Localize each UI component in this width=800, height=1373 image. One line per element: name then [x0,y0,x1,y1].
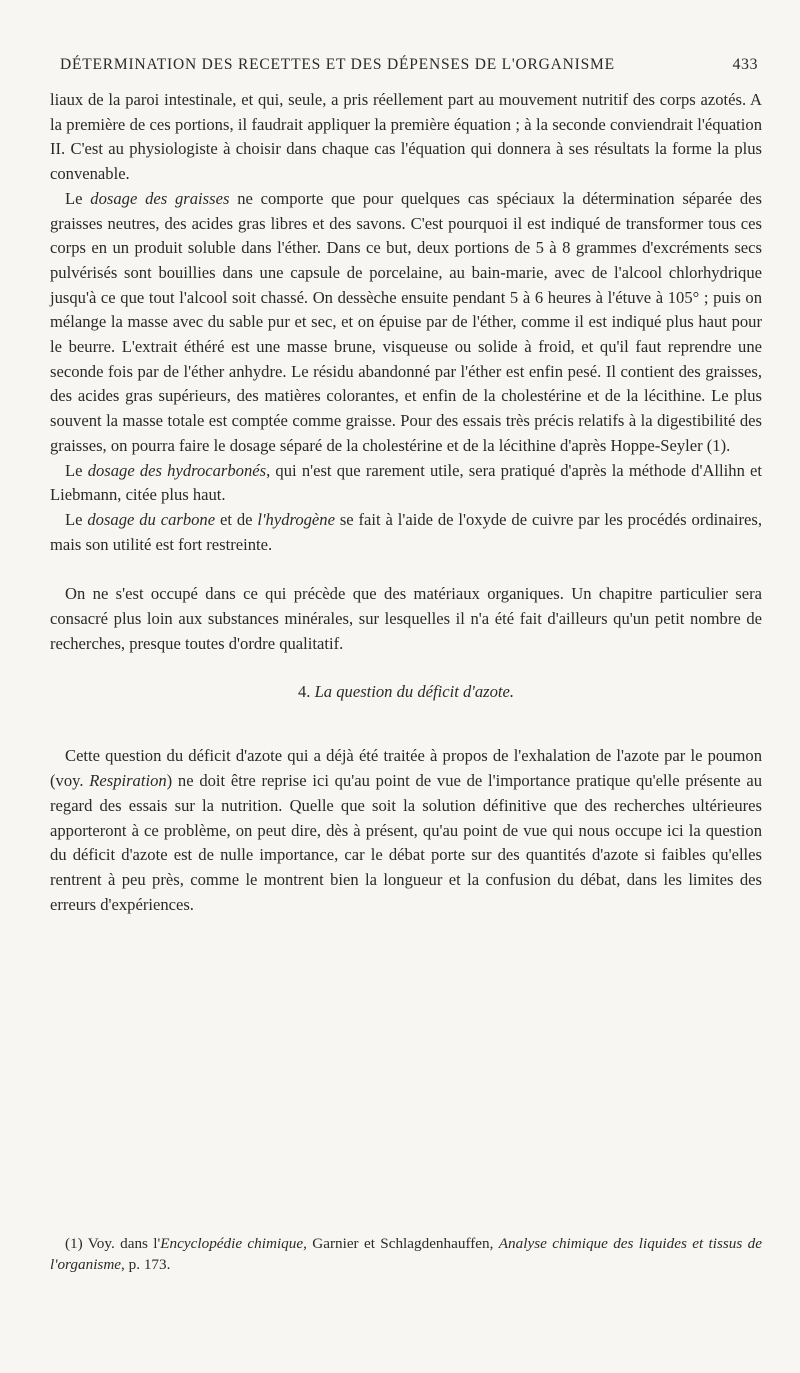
page-body [50,88,762,917]
paragraph-text: liaux de la paroi intestinale, et qui, seule, a pris réellement part au mouvement nutritif des corps azotés. A la première de ces portions, il faudrait appliquer la première équation ; à la seconde conviendrait l'équation II. C'est au physiologiste à choisir dans chaque cas l'équation qui donnera à ses résultats la forme la plus convenable. [50,90,762,184]
section-heading [50,680,762,704]
paragraph-text: ) ne doit être reprise ici qu'au point de vue de l'importance pratique qu'elle présente au regard des essais sur la nutrition. Quelle que soit la solution définitive que des recherches ultérieures apporteront à ce problème, on peut dire, dès à présent, qu'au point de vue qui nous occupe ici la question du déficit d'azote est de nulle importance, car le débat porte sur des quantités d'azote si faibles qu'elles rentrent à peu près, comme le montrent bien la longueur et la confusion du débat, dans les limites des erreurs d'expériences. [50,771,762,914]
footnote-lead: (1) Voy. dans l' [65,1235,161,1252]
footnote-text: , p. 173. [121,1256,171,1273]
paragraph-text: ne comporte que pour quelques cas spéciaux la détermination séparée des graisses neutres, des acides gras libres et des savons. C'est pourquoi il est indiqué de transformer tous ces corps en un produit soluble dans l'éther. Dans ce but, deux portions de 5 à 8 grammes d'excréments secs pulvérisés sont bouillies dans une capsule de porcelaine, au bain-marie, avec de l'alcool chlorhydrique jusqu'à ce que tout l'alcool soit chassé. On dessèche ensuite pendant 5 à 6 heures à l'étuve à 105° ; puis on mélange la masse avec du sable pur et sec, et on épuise par de l'éther, comme il est indiqué plus haut pour le beurre. L'extrait éthéré est une masse brune, visqueuse ou solide à froid, et qu'il faut reprendre une seconde fois par de l'éther anhydre. Le résidu abandonné par l'éther est enfin pesé. Il contient des graisses, des acides gras supérieurs, des matières colorantes, et enfin de la cholestérine et de la lécithine. Le plus souvent la masse totale est comptée comme graisse. Pour des essais très précis relatifs à la digestibilité des graisses, on pourra faire le dosage séparé de la cholestérine et de la lécithine d'après Hoppe-Seyler (1). [50,188,762,455]
paragraph-lead: Cette question du déficit d'azote qui a déjà été traitée à propos de l'exhalation de l'azote par le poumon (voy. [50,746,762,791]
italic-term: dosage des hydrocarbonés [87,460,267,480]
section-title: La question du déficit d'azote. [314,682,515,702]
paragraph-continuation [50,88,762,187]
paragraph-organic-materials [50,582,762,656]
paragraph-lead: Le [65,509,88,529]
footnote-italic: Analyse chimique des liquides et tissus de l'organisme [50,1235,762,1273]
page-header [60,56,760,86]
paragraph-hydrocarbon-dosage [50,459,762,508]
paragraph-carbon-dosage [50,508,762,557]
paragraph-fat-dosage [50,187,762,459]
italic-term: dosage des graisses [90,188,230,208]
paragraph-lead: Le [65,460,88,480]
italic-term: dosage du carbone [87,509,216,529]
italic-term: Respiration [89,771,167,791]
footnote [50,1233,762,1275]
paragraph-text: , qui n'est que rarement utile, sera pratiqué d'après la méthode d'Allihn et Liebmann, citée plus haut. [50,460,763,505]
paragraph-text: se fait à l'aide de l'oxyde de cuivre par les procédés ordinaires, mais son utilité est fort restreinte. [50,509,762,554]
footnote-mid: , Garnier et Schlagdenhauffen, [303,1235,499,1252]
italic-term: l'hydrogène [257,509,335,529]
paragraph-nitrogen-deficit [50,744,762,917]
paragraph-text: On ne s'est occupé dans ce qui précède que des matériaux organiques. Un chapitre particulier sera consacré plus loin aux substances minérales, sur lesquelles il n'a été fait d'ailleurs qu'un petit nombre de recherches, presque toutes d'ordre qualitatif. [50,584,762,653]
footnote-italic: Encyclopédie chimique [160,1235,304,1252]
page-number: 433 [732,56,758,73]
paragraph-gap [50,557,762,582]
running-head: DÉTERMINATION DES RECETTES ET DES DÉPENSES DE L'ORGANISME [60,56,615,73]
section-number: 4. [297,682,315,702]
paragraph-mid: et de [215,509,258,529]
paragraph-lead: Le [65,188,91,208]
